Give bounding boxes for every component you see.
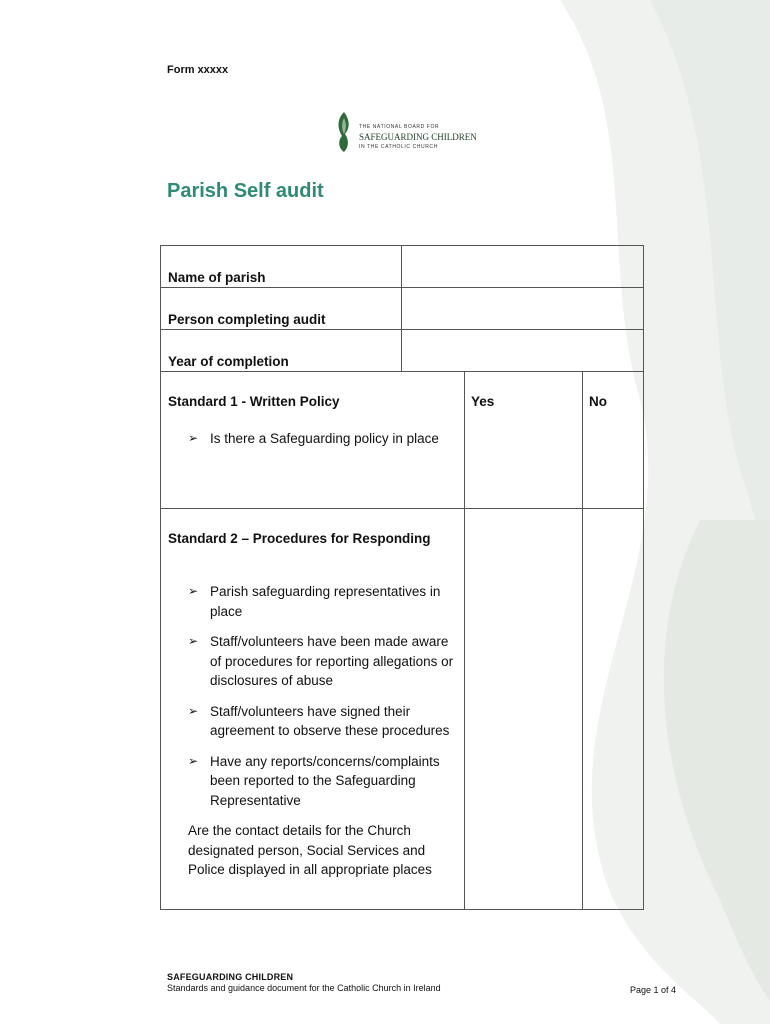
form-id: Form xxxxx (167, 64, 229, 76)
arrow-bullet-icon: ➢ (188, 703, 199, 718)
field-label: Name of parish (161, 246, 402, 288)
standard-2-no-cell[interactable] (583, 509, 644, 910)
person-completing-field[interactable] (402, 288, 644, 330)
standard-2-list (161, 582, 464, 810)
list-item: ➢ Staff/volunteers have signed their agreement to observe these procedures (188, 703, 450, 738)
field-label: Person completing audit (161, 288, 402, 330)
list-item: ➢ Staff/volunteers have been made aware of procedures for reporting allegations or disclosures of abuse (188, 634, 454, 688)
field-label: Year of completion (161, 330, 402, 372)
no-column-header[interactable]: No (583, 372, 644, 509)
footer-org: SAFEGUARDING CHILDREN (167, 972, 294, 982)
arrow-bullet-icon: ➢ (188, 753, 199, 768)
standard-1-row (161, 372, 644, 509)
arrow-bullet-icon: ➢ (188, 634, 199, 648)
field-row (161, 288, 644, 330)
standard-1-list (161, 429, 464, 449)
arrow-bullet-icon: ➢ (188, 431, 199, 445)
standard-2-section (161, 509, 465, 910)
list-item: ➢ Parish safeguarding representatives in place (188, 584, 441, 619)
flame-logo-icon (332, 110, 356, 154)
standard-1-title: Standard 1 - Written Policy (168, 394, 340, 409)
yes-column-header[interactable]: Yes (465, 372, 583, 509)
standard-1-section (161, 372, 465, 509)
list-item: ➢ Is there a Safeguarding policy in place (161, 429, 464, 449)
logo-line-3: IN THE CATHOLIC CHURCH (359, 144, 438, 150)
safeguarding-logo (332, 110, 482, 156)
standard-2-yes-cell[interactable] (465, 509, 583, 910)
standard-2-note: Are the contact details for the Church designated person, Social Services and Police displayed in all appropriate places (188, 823, 432, 877)
standard-2-row (161, 509, 644, 910)
arrow-bullet-icon: ➢ (188, 584, 199, 598)
audit-table (160, 245, 644, 910)
list-item: ➢ Have any reports/concerns/complaints been reported to the Safeguarding Representative (188, 753, 440, 808)
footer (167, 972, 441, 993)
field-row (161, 330, 644, 372)
page-number: Page 1 of 4 (630, 985, 677, 995)
year-of-completion-field[interactable] (402, 330, 644, 372)
name-of-parish-field[interactable] (402, 246, 644, 288)
logo-line-1: THE NATIONAL BOARD FOR (359, 124, 440, 130)
page-title: Parish Self audit (167, 180, 324, 202)
standard-2-title: Standard 2 – Procedures for Responding (168, 531, 431, 546)
logo-line-2: SAFEGUARDING CHILDREN (359, 132, 477, 142)
footer-subtitle: Standards and guidance document for the Catholic Church in Ireland (167, 983, 441, 993)
field-row (161, 246, 644, 288)
